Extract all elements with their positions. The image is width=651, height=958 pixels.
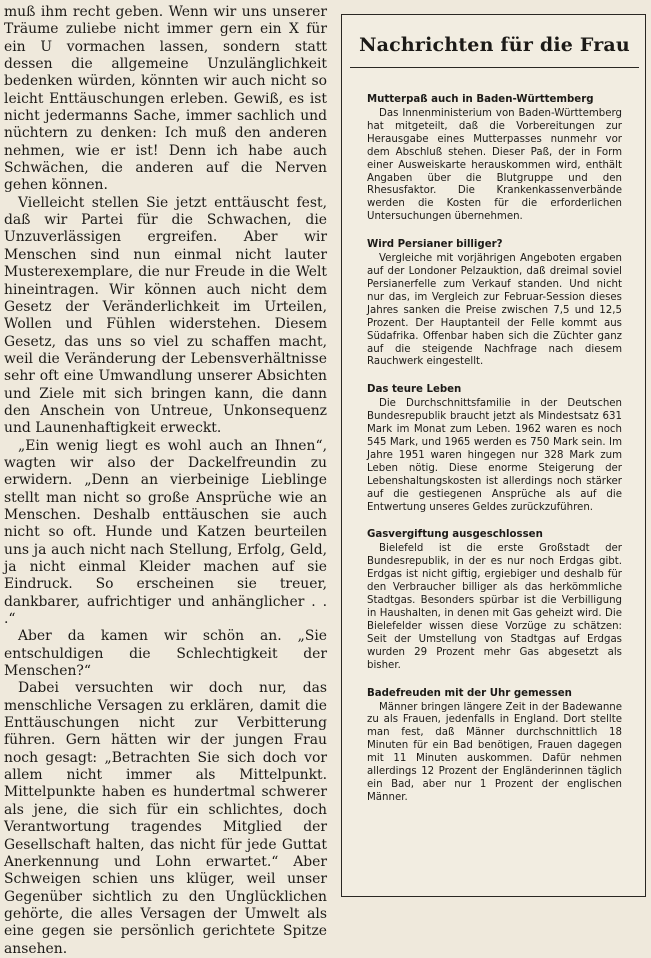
news-item [367, 383, 622, 514]
news-item-text: Die Durchschnittsfamilie in der Deutschen Bundesrepublik braucht jetzt als Mindestsatz 631 Mark im Monat zum Leben. 1962 waren es noch 545 Mark, und 1965 werden es 750 Mark sein. Im Jahre 1951 waren hingegen nur 328 Mark zum Leben nötig. Diese enorme Steigerung der Lebenshaltungskosten ist allerdings noch stärker auf die gestiegenen Ansprüche als auf die Entwertung unseres Geldes zurückzuführen. [367, 398, 622, 513]
news-item [367, 687, 622, 805]
news-item-text: Männer bringen längere Zeit in der Badewanne zu als Frauen, jedenfalls in England. Dort stellte man fest, daß Männer durchschnittlich 18 Minuten für ein Bad benötigen, Frauen dagegen mit 11 Minuten auskommen. Dafür nehmen allerdings 12 Prozent der Engländerinnen täglich ein Bad, aber nur 1 Prozent der englischen Männer. [367, 701, 622, 803]
box-content [367, 93, 622, 819]
box-title: Nachrichten für die Frau [350, 23, 639, 68]
news-item-text: Das Innenministerium von Baden-Württemberg hat mitgeteilt, daß die Vorbereitungen zur Herausgabe eines Mutterpasses nunmehr vor dem Abschluß stehen. Dieser Paß, der in Form einer Ausweiskarte herauskommen wird, enthält Angaben über die Blutgruppe und den Rhesusfaktor. Die Krankenkassenverbände werden die Kosten für die erforderlichen Untersuchungen übernehmen. [367, 108, 622, 223]
news-item-heading: Mutterpaß auch in Baden-Württemberg [367, 94, 594, 105]
article-paragraph-3: „Ein wenig liegt es wohl auch an Ihnen“, wagten wir also der Dackelfreundin zu erwidern. „Denn an vierbeinige Lieblinge stellt man nicht so große Ansprüche wie an Menschen. Deshalb enttäuschen sie auch nicht so oft. Hunde und Katzen beurteilen uns ja auch nicht nach Stellung, Erfolg, Geld, ja nicht einmal Kleider machen auf sie Eindruck. So erscheinen sie treuer, dankbarer, aufrichtiger und anhänglicher . . .“ [4, 437, 327, 628]
news-item [367, 93, 622, 224]
news-item-heading: Badefreuden mit der Uhr gemessen [367, 687, 572, 699]
article-paragraph-4: Aber da kamen wir schön an. „Sie entschuldigen die Schlechtigkeit der Menschen?“ [4, 628, 327, 680]
article-column [4, 4, 327, 957]
news-item-heading: Wird Persianer billiger? [367, 239, 503, 251]
news-box [341, 14, 646, 897]
article-paragraph-2: Vielleicht stellen Sie jetzt enttäuscht fest, daß wir Partei für die Schwachen, die Unzuverlässigen ergreifen. Aber wir Menschen sind nun einmal nicht lauter Musterexemplare, die nur Freude in die Welt hineintragen. Wir können auch nicht dem Gesetz der Veränderlichkeit im Urteilen, Wollen und Fühlen widerstehen. Diesem Gesetz, das uns so viel zu schaffen macht, weil die Veränderung der Lebensverhältnisse sehr oft eine Umwandlung unserer Absichten und Ziele mit sich bringen kann, die dann den Anschein von Untreue, Unkonsequenz und Launenhaftigkeit erweckt. [4, 194, 327, 437]
news-item-heading: Das teure Leben [367, 384, 462, 396]
news-item-text: Bielefeld ist die erste Großstadt der Bundesrepublik, in der es nur noch Erdgas gibt. Erdgas ist nicht giftig, ergiebiger und deshalb für den Verbraucher billiger als das herkömmliche Stadtgas. Besonders spürbar ist die Verbilligung in Haushalten, in denen mit Gas geheizt wird. Die Bielefelder wissen diese Vorzüge zu schätzen: Seit der Umstellung von Stadtgas auf Erdgas wurden 29 Prozent mehr Gas abgesetzt als bisher. [367, 543, 622, 671]
article-paragraph-1: muß ihm recht geben. Wenn wir uns unserer Träume zuliebe nicht immer gern ein X für ein U vormachen lassen, sondern statt dessen die allgemeine Unzulänglichkeit bedenken würden, könnten wir auch nicht so leicht Enttäuschungen erleben. Gewiß, es ist nicht jedermanns Sache, immer sachlich und nüchtern zu denken: Ich muß den anderen nehmen, wie er ist! Denn ich habe auch Schwächen, die anderen auf die Nerven gehen können. [4, 4, 327, 194]
news-item [367, 238, 622, 369]
news-item-text: Vergleiche mit vorjährigen Angeboten ergaben auf der Londoner Pelzauktion, daß dreimal soviel Persianerfelle zum Verkauf standen. Und nicht nur das, im Vergleich zur Februar-Session dieses Jahres sanken die Preise zwischen 7,5 und 12,5 Prozent. Der Hauptanteil der Felle kommt aus Südafrika. Offenbar haben sich die Züchter ganz auf die steigende Nachfrage nach diesem Rauchwerk eingestellt. [367, 253, 622, 368]
article-paragraph-5: Dabei versuchten wir doch nur, das menschliche Versagen zu erklären, damit die Enttäuschungen nicht zur Verbitterung führen. Gern hätten wir der jungen Frau noch gesagt: „Betrachten Sie sich doch vor allem nicht immer als Mittelpunkt. Mittelpunkte haben es hundertmal schwerer als jene, die sich für ein schlichtes, doch Verantwortung tragendes Mitglied der Gesellschaft halten, das nicht für jede Guttat Anerkennung und Lohn erwartet.“ Aber Schweigen schien uns klüger, weil unser Gegenüber sichtlich zu den Unglücklichen gehörte, die alles Versagen der Umwelt als eine gegen sie persönlich gerichtete Spitze ansehen. [4, 680, 327, 957]
news-item-heading: Gasvergiftung ausgeschlossen [367, 529, 543, 541]
news-item [367, 528, 622, 672]
